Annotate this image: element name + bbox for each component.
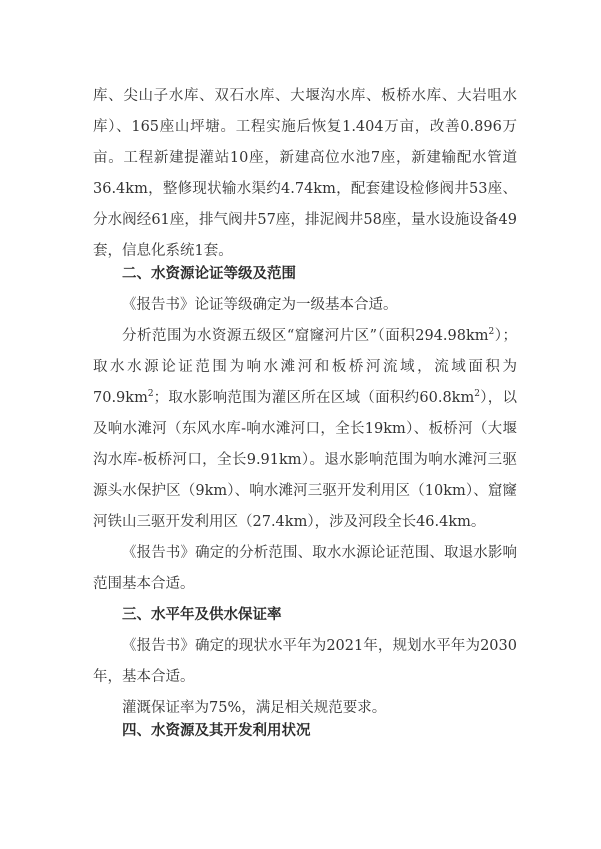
paragraph-range-conclusion: 《报告书》确定的分析范围、取水水源论证范围、取退水影响范围基本合适。: [93, 545, 517, 592]
analysis-range-text-d: ），以及响水滩河（东风水库-响水滩河口，全长19km）、板桥河（大堰沟水库-板桥河口，全长9.91km）。退水影响范围为响水滩河三驱源头水保护区（9km）、响水滩河三驱开发利用区（10km）、窟窿河铁山三驱开发利用区（27.4km），涉及河段全长46.4km。: [93, 390, 518, 530]
superscript-2: 2: [474, 389, 480, 400]
section-heading-3: 三、水平年及供水保证率: [122, 607, 282, 623]
superscript-2: 2: [488, 327, 495, 338]
paragraph-analysis-range: [93, 321, 517, 538]
paragraph-project-scope: 库、尖山子水库、双石水库、大堰沟水库、板桥水库、大岩咀水库）、165座山坪塘。工程实施后恢复1.404万亩，改善0.896万亩。工程新建提灌站10座，新建高位水池7座，新建输配水管道36.4km，整修现状输水渠约4.74km，配套建设检修阀井53座、分水阀经61座，排气阀井57座，排泥阀井58座，量水设施设备49套，信息化系统1套。: [93, 88, 517, 259]
superscript-2: 2: [147, 389, 154, 400]
paragraph-certification-level: 《报告书》论证等级确定为一级基本合适。: [122, 297, 398, 313]
analysis-range-text-c: ；取水影响范围为灌区所在区域（面积约60.8km: [153, 390, 475, 406]
paragraph-level-years: 《报告书》确定的现状水平年为2021年，规划水平年为2030年，基本合适。: [93, 638, 517, 685]
paragraph-guarantee-rate: 灌溉保证率为75%，满足相关规范要求。: [122, 700, 387, 716]
section-heading-4: 四、水资源及其开发利用状况: [122, 723, 311, 739]
section-heading-2: 二、水资源论证等级及范围: [122, 266, 296, 282]
analysis-range-text-b: ）；取水水源论证范围为响水滩河和板桥河流域，流域面积为70.9km: [93, 328, 518, 406]
analysis-range-text-a: 分析范围为水资源五级区“窟窿河片区”（面积294.98km: [122, 328, 489, 344]
